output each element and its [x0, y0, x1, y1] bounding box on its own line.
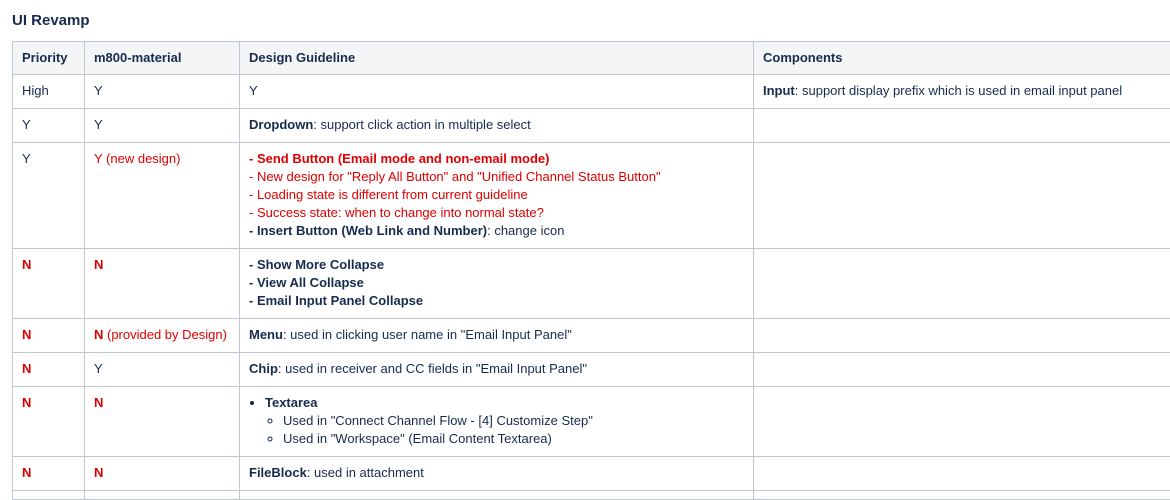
- guideline-cell: [240, 249, 754, 319]
- guideline-line: - Email Input Panel Collapse: [249, 292, 744, 310]
- guideline-line: - Loading state is different from current guideline: [249, 186, 744, 204]
- guideline-cell: [240, 457, 754, 491]
- guideline-line: - Success state: when to change into normal state?: [249, 204, 744, 222]
- table-row: [13, 491, 1170, 500]
- priority-cell: N: [13, 353, 85, 387]
- header-priority: Priority: [13, 42, 85, 75]
- guideline-line: - View All Collapse: [249, 274, 744, 292]
- priority-cell: High: [13, 75, 85, 109]
- material-note: (provided by Design): [103, 327, 227, 342]
- guideline-cell: [240, 353, 754, 387]
- material-cell: Y (new design): [85, 143, 240, 249]
- material-cell: Y: [85, 353, 240, 387]
- components-cell: [754, 109, 1170, 143]
- guideline-line: - Send Button (Email mode and non-email mode): [249, 150, 744, 168]
- material-cell: N: [85, 387, 240, 457]
- guideline-component: FileBlock: [249, 465, 307, 480]
- guideline-line: [249, 222, 744, 240]
- guideline-description: : used in receiver and CC fields in "Email Input Panel": [278, 361, 587, 376]
- guideline-component: Chip: [249, 361, 278, 376]
- material-cell: N: [85, 457, 240, 491]
- table-row: [13, 457, 1170, 491]
- guideline-line-rest: : change icon: [487, 223, 564, 238]
- guideline-cell: [240, 491, 754, 500]
- guideline-description: : used in clicking user name in "Email Input Panel": [283, 327, 572, 342]
- components-cell: [754, 457, 1170, 491]
- components-cell: [754, 387, 1170, 457]
- component-name: Input: [763, 83, 795, 98]
- material-cell: N: [85, 249, 240, 319]
- list-item: ◦ Used in "Connect Channel Flow - [4] Customize Step": [283, 412, 744, 430]
- table-row: [13, 143, 1170, 249]
- material-value: N: [94, 327, 103, 342]
- guideline-line-bold: - Insert Button (Web Link and Number): [249, 223, 487, 238]
- components-cell: [754, 491, 1170, 500]
- table-row: [13, 75, 1170, 109]
- guideline-line: - Show More Collapse: [249, 256, 744, 274]
- table-row: [13, 249, 1170, 319]
- table-header-row: [13, 42, 1170, 75]
- guideline-description: : used in attachment: [307, 465, 424, 480]
- components-cell: [754, 75, 1170, 109]
- table-row: [13, 319, 1170, 353]
- guideline-bullet-list: [249, 394, 744, 448]
- page-title: UI Revamp: [12, 12, 90, 29]
- guideline-cell: [240, 319, 754, 353]
- priority-cell: N: [13, 387, 85, 457]
- priority-cell: N: [13, 249, 85, 319]
- material-cell: Y: [85, 109, 240, 143]
- priority-cell: Y: [13, 109, 85, 143]
- table-row: [13, 353, 1170, 387]
- component-description: : support display prefix which is used in email input panel: [795, 83, 1122, 98]
- requirements-table: [12, 41, 1170, 500]
- table-row: [13, 109, 1170, 143]
- priority-cell: Y: [13, 143, 85, 249]
- guideline-cell: [240, 109, 754, 143]
- components-cell: [754, 143, 1170, 249]
- guideline-line: - New design for "Reply All Button" and "Unified Channel Status Button": [249, 168, 744, 186]
- guideline-subbullet-list: [265, 412, 744, 448]
- components-cell: [754, 249, 1170, 319]
- guideline-cell: [240, 387, 754, 457]
- guideline-component: Dropdown: [249, 117, 313, 132]
- header-material: m800-material: [85, 42, 240, 75]
- bullet-title: Textarea: [265, 395, 318, 410]
- list-item: [265, 394, 744, 448]
- guideline-cell: Y: [240, 75, 754, 109]
- guideline-description: : support click action in multiple select: [313, 117, 530, 132]
- components-cell: [754, 353, 1170, 387]
- material-cell: [85, 491, 240, 500]
- header-design-guideline: Design Guideline: [240, 42, 754, 75]
- material-cell: Y: [85, 75, 240, 109]
- guideline-component: Menu: [249, 327, 283, 342]
- table-row: [13, 387, 1170, 457]
- header-components: Components: [754, 42, 1170, 75]
- priority-cell: N: [13, 319, 85, 353]
- list-item: ◦ Used in "Workspace" (Email Content Textarea): [283, 430, 744, 448]
- priority-cell: N: [13, 457, 85, 491]
- guideline-cell: [240, 143, 754, 249]
- priority-cell: [13, 491, 85, 500]
- material-cell: [85, 319, 240, 353]
- components-cell: [754, 319, 1170, 353]
